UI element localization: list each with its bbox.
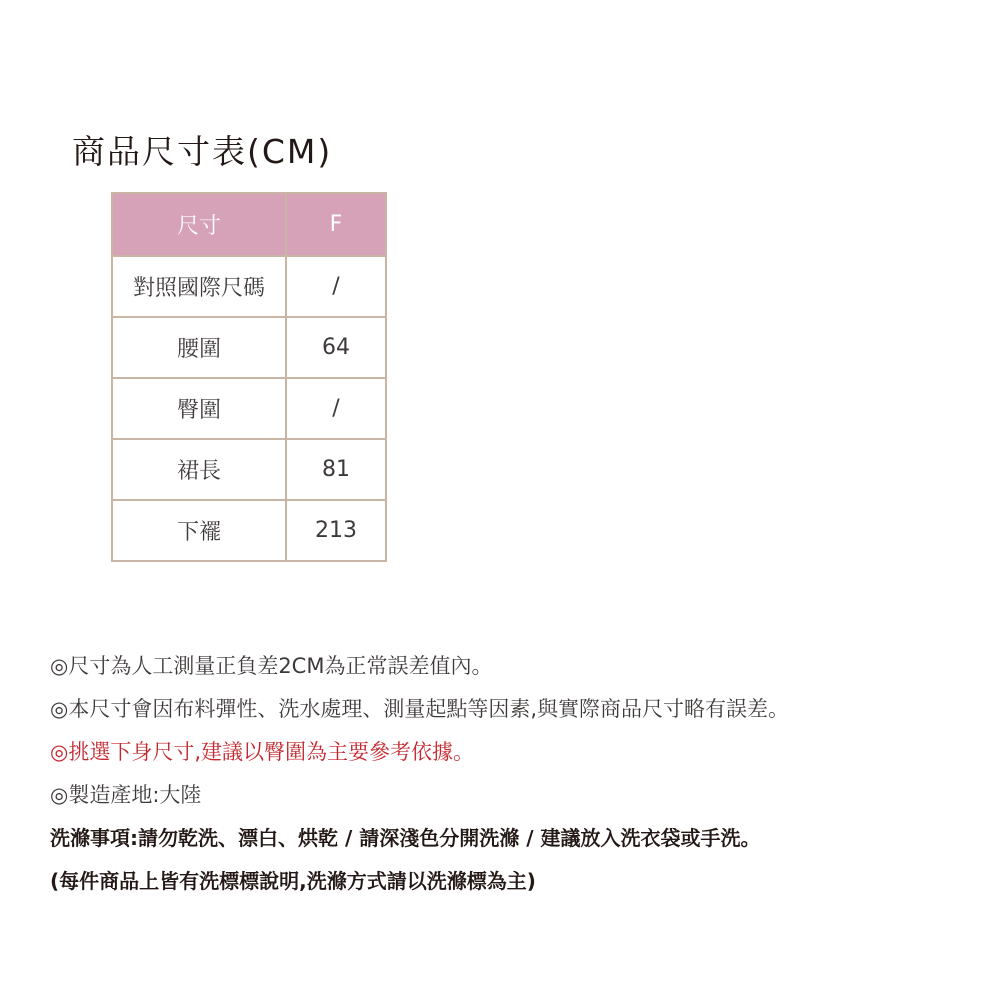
page-title: 商品尺寸表(CM) bbox=[72, 132, 333, 171]
table-header-row bbox=[112, 193, 386, 256]
row-label: 下襬 bbox=[112, 500, 286, 561]
header-label-cell: 尺寸 bbox=[112, 193, 286, 256]
notes-section bbox=[50, 645, 990, 903]
row-label: 腰圍 bbox=[112, 317, 286, 378]
row-label: 裙長 bbox=[112, 439, 286, 500]
row-value: 81 bbox=[286, 439, 386, 500]
note-care-instructions: 洗滌事項:請勿乾洗、漂白、烘乾 / 請深淺色分開洗滌 / 建議放入洗衣袋或手洗。 bbox=[50, 826, 761, 850]
note-hip-guidance: ◎挑選下身尺寸,建議以臀圍為主要參考依據。 bbox=[50, 740, 474, 764]
table-row bbox=[112, 256, 386, 317]
header-size-cell: F bbox=[286, 193, 386, 256]
row-label: 對照國際尺碼 bbox=[112, 256, 286, 317]
note-size-variance: ◎本尺寸會因布料彈性、洗水處理、測量起點等因素,與實際商品尺寸略有誤差。 bbox=[50, 697, 789, 721]
table-row bbox=[112, 378, 386, 439]
row-value: / bbox=[286, 256, 386, 317]
table-row bbox=[112, 439, 386, 500]
note-origin: ◎製造產地:大陸 bbox=[50, 783, 202, 807]
row-value: 213 bbox=[286, 500, 386, 561]
row-value: 64 bbox=[286, 317, 386, 378]
table-row bbox=[112, 317, 386, 378]
row-label: 臀圍 bbox=[112, 378, 286, 439]
row-value: / bbox=[286, 378, 386, 439]
note-care-label: (每件商品上皆有洗標標說明,洗滌方式請以洗滌標為主) bbox=[50, 869, 536, 893]
note-measurement-tolerance: ◎尺寸為人工測量正負差2CM為正常誤差值內。 bbox=[50, 654, 493, 678]
size-table bbox=[111, 192, 387, 562]
table-row bbox=[112, 500, 386, 561]
